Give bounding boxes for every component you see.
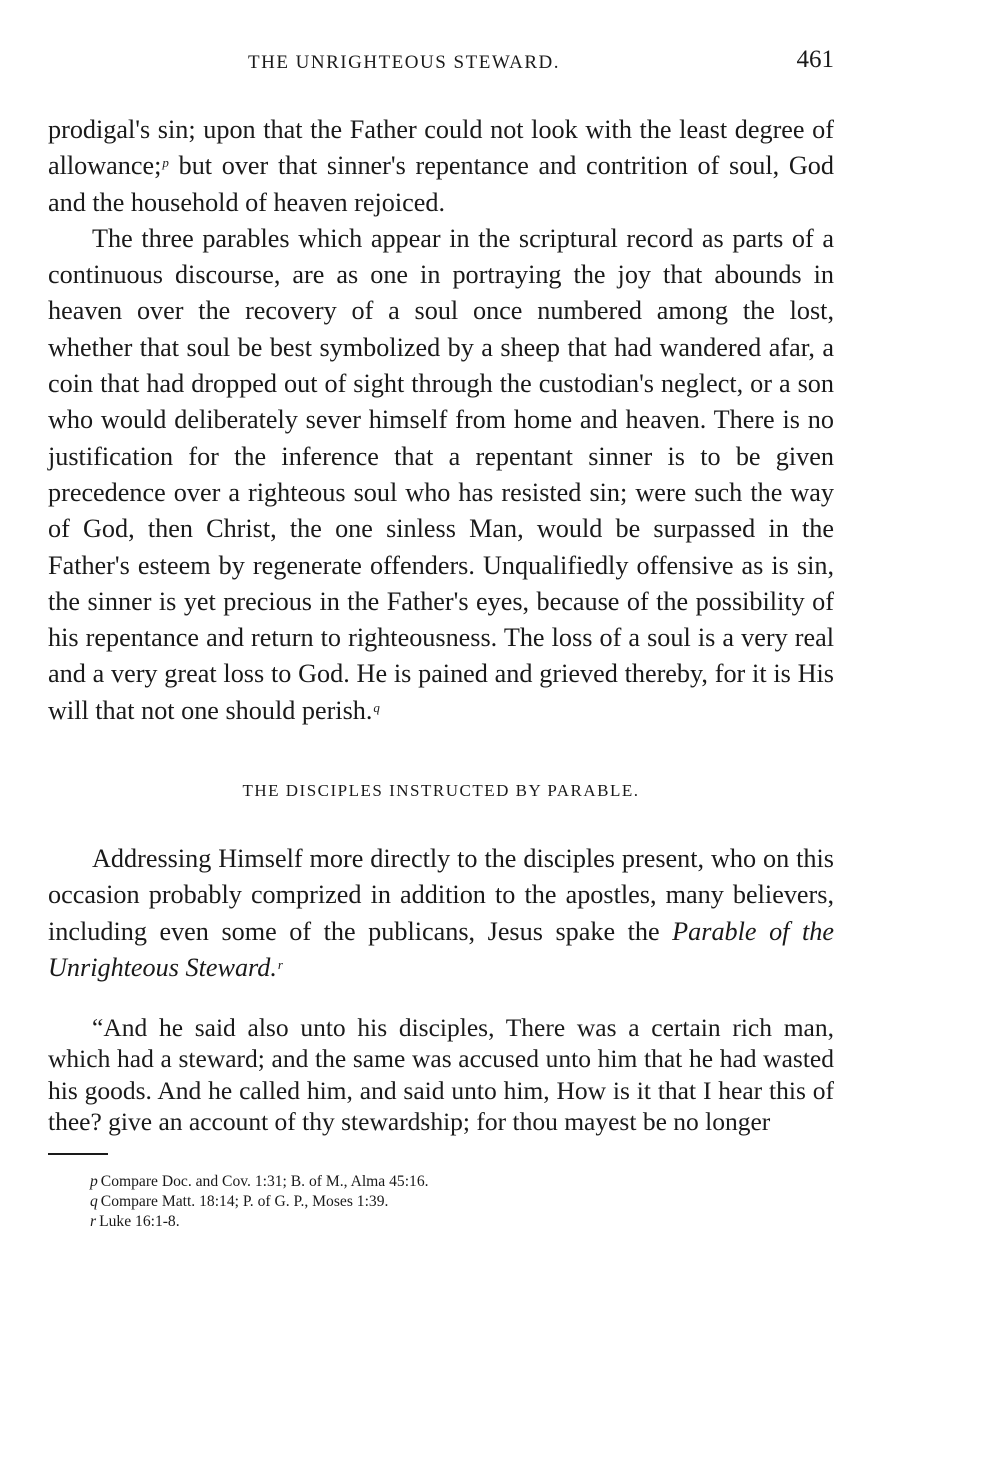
paragraph-addressing	[48, 841, 834, 986]
footnote-text: Luke 16:1-8.	[99, 1213, 180, 1231]
paragraph-text: prodigal's sin; upon that the Father could not look with the least degree of allowance;	[48, 115, 834, 181]
paragraph-continued	[48, 112, 834, 221]
running-title: THE UNRIGHTEOUS STEWARD.	[248, 52, 561, 73]
footnotes	[90, 1172, 834, 1232]
scripture-quotation: “And he said also unto his disciples, There was a certain rich man, which had a steward; and the same was accused unto him that he had wasted his goods. And he called him, and said unto him, How is it that I hear this of thee? give an account of thy stewardship; for thou mayest be no longer	[48, 1013, 834, 1136]
footnote-text: Compare Doc. and Cov. 1:31; B. of M., Alma 45:16.	[100, 1173, 429, 1191]
running-head	[48, 38, 834, 82]
footnote-rule	[48, 1153, 108, 1155]
footnote	[90, 1172, 834, 1192]
footnote	[90, 1212, 834, 1232]
footnote-reference: q	[373, 699, 380, 715]
footnote-marker: q	[90, 1193, 98, 1211]
footnote-marker: r	[90, 1213, 97, 1231]
footnote-text: Compare Matt. 18:14; P. of G. P., Moses 1:39.	[100, 1193, 389, 1211]
page-number: 461	[796, 46, 834, 73]
footnote	[90, 1192, 834, 1212]
footnote-reference: r	[277, 956, 283, 972]
paragraph-text: but over that sinner's repentance and contrition of soul, God and the household of heaven rejoiced.	[48, 151, 834, 217]
footnote-marker: p	[90, 1173, 98, 1191]
paragraph-text: The three parables which appear in the scriptural record as parts of a continuous discourse, are as one in portraying the joy that abounds in heaven over the recovery of a soul once numbered among the lost, whether that soul be best symbolized by a sheep that had wandered afar, a coin that had dropped out of sight through the custodian's neglect, or a son who would deliberately sever himself from home and heaven. There is no justification for the inference that a repentant sinner is to be given precedence over a righteous soul who has resisted sin; were such the way of God, then Christ, the one sinless Man, would be surpassed in the Father's esteem by regenerate offenders. Unqualifiedly offensive as is sin, the sinner is yet precious in the Father's eyes, because of the possibility of his repentance and return to righteousness. The loss of a soul is a very real and a very great loss to God. He is pained and grieved thereby, for it is His will that not one should perish.	[48, 223, 834, 725]
footnote-reference: p	[162, 155, 169, 171]
section-heading: THE DISCIPLES INSTRUCTED BY PARABLE.	[242, 781, 640, 801]
paragraph-text: Addressing Himself more directly to the disciples present, who on this occasion probably comprized in addition to the apostles, many believers, including even some of the publicans, Jesus spake the	[48, 844, 834, 946]
book-page	[48, 38, 834, 1232]
paragraph-parables	[48, 221, 834, 729]
parable-title: Parable of the Unrighteous Steward.	[48, 916, 834, 982]
